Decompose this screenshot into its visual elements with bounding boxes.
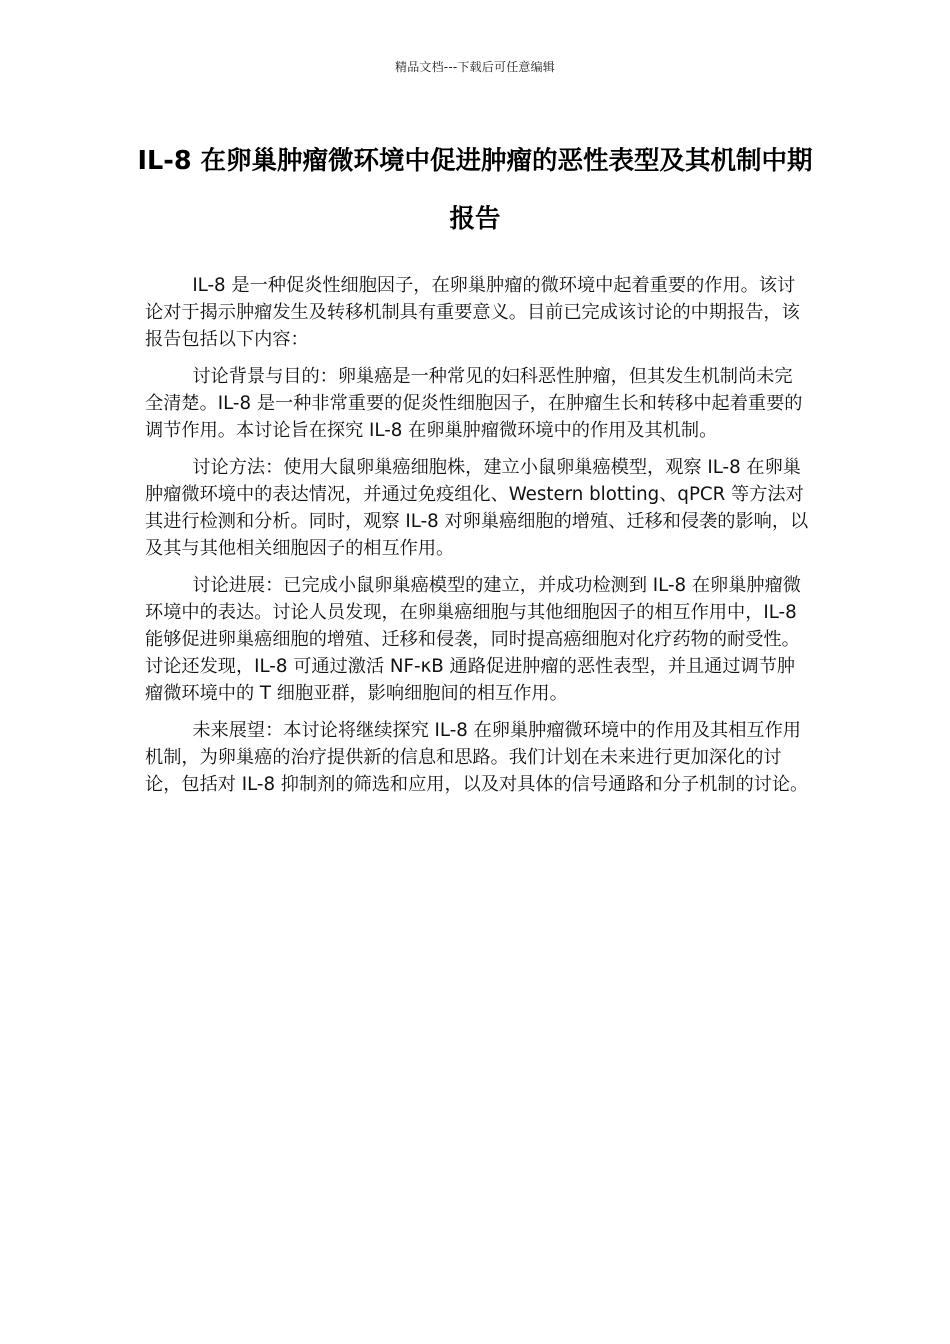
paragraph-outlook: 未来展望：本讨论将继续探究 IL-8 在卵巢肿瘤微环境中的作用及其相互作用机制，为卵巢癌的治疗提供新的信息和思路。我们计划在未来进行更加深化的讨论，包括对 IL-8 抑制剂的筛选和应用，以及对具体的信号通路和分子机制的讨论。 <box>145 720 809 795</box>
document-title: IL-8 在卵巢肿瘤微环境中促进肿瘤的恶性表型及其机制中期报告 <box>137 146 813 234</box>
paragraph-intro: IL-8 是一种促炎性细胞因子，在卵巢肿瘤的微环境中起着重要的作用。该讨论对于揭示肿瘤发生及转移机制具有重要意义。目前已完成该讨论的中期报告，该报告包括以下内容： <box>145 275 800 350</box>
header-note: 精品文档---下载后可任意编辑 <box>395 60 555 74</box>
document-body <box>145 272 809 808</box>
paragraph-methods: 讨论方法：使用大鼠卵巢癌细胞株，建立小鼠卵巢癌模型，观察 IL-8 在卵巢肿瘤微环境中的表达情况，并通过免疫组化、Western blotting、qPCR 等方法对其进行检测和分析。同时，观察 IL-8 对卵巢癌细胞的增殖、迁移和侵袭的影响，以及其与其他相关细胞因子的相互作用。 <box>145 457 809 559</box>
paragraph-progress: 讨论进展：已完成小鼠卵巢癌模型的建立，并成功检测到 IL-8 在卵巢肿瘤微环境中的表达。讨论人员发现，在卵巢癌细胞与其他细胞因子的相互作用中，IL-8 能够促进卵巢癌细胞的增殖、迁移和侵袭，同时提高癌细胞对化疗药物的耐受性。讨论还发现，IL-8 可通过激活 NF-κB 通路促进肿瘤的恶性表型，并且通过调节肿瘤微环境中的 T 细胞亚群，影响细胞间的相互作用。 <box>145 575 801 704</box>
paragraph-background: 讨论背景与目的：卵巢癌是一种常见的妇科恶性肿瘤，但其发生机制尚未完全清楚。IL-8 是一种非常重要的促炎性细胞因子，在肿瘤生长和转移中起着重要的调节作用。本讨论旨在探究 IL-8 在卵巢肿瘤微环境中的作用及其机制。 <box>145 366 803 441</box>
